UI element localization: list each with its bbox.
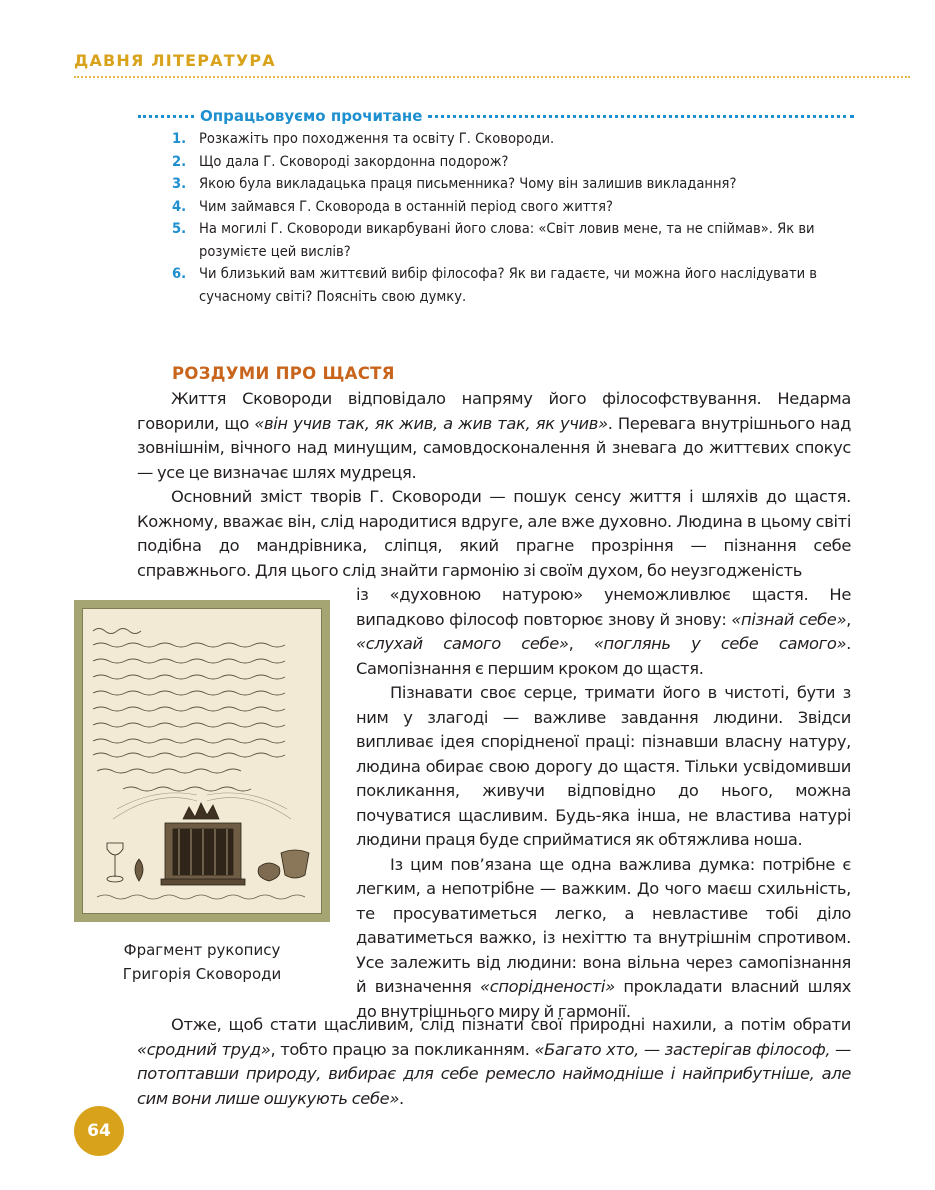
- text-run: із «духовною натурою» унеможливлює щастя. Не випадково філософ повторює знову й знову:: [356, 585, 851, 629]
- question-text: Якою була викладацька праця письменника? Чому він залишив викладання?: [199, 175, 737, 192]
- body-text-lower: [137, 1013, 851, 1111]
- manuscript-figure: [74, 600, 330, 922]
- question-text: Що дала Г. Сковороді закордонна подорож?: [199, 152, 509, 170]
- caption-line: Фрагмент рукопису: [123, 941, 281, 959]
- running-header: ДАВНЯ ЛІТЕРАТУРА: [74, 51, 276, 70]
- question-number: 4.: [172, 197, 187, 215]
- text-run: . Перевага внутрішнього над зовнішнім, вічного над минущим, самовдосконалення й зневага до життєвих спокус — усе це визначає шлях мудреця.: [137, 413, 851, 482]
- text-run: ,: [846, 609, 851, 629]
- question-item: [172, 128, 862, 151]
- manuscript-image: [82, 608, 322, 914]
- text-run: .: [399, 1088, 404, 1108]
- question-item: [172, 173, 862, 196]
- header-divider: [74, 76, 910, 78]
- text-run: Із цим пов’язана ще одна важлива думка: потрібне є легким, а непотрібне — важким. До чого маєш схильність, те просуватиметься легко, а невластиве тобі діло даватиметься важко, із нехіттю та внутрішнім спротивом. Усе залежить від людини: вона вільна через самопізнання й визначення: [356, 854, 851, 996]
- dotted-rule-left: [138, 115, 194, 118]
- text-run: прокладати власний шлях до внутрішнього миру й гармонії.: [356, 977, 851, 1021]
- figure-caption: [74, 938, 330, 986]
- paragraph-kinship: [356, 853, 851, 1025]
- body-text-column: [356, 583, 851, 1024]
- section-heading: РОЗДУМИ ПРО ЩАСТЯ: [172, 364, 395, 383]
- italic-quote: «Багато хто, — застерігав філософ, — потоптавши природу, вибирає для себе ремесло наймодніше і найприбутніше, але сим вони лише ошукують себе»: [137, 1039, 851, 1108]
- page-number: 64: [74, 1106, 124, 1156]
- question-number: 3.: [172, 175, 187, 192]
- italic-quote: «він учив так, як жив, а жив так, як учив»: [254, 413, 608, 433]
- question-item: [172, 196, 862, 219]
- caption-line: Григорія Сковороди: [122, 965, 282, 983]
- paragraph-intro: [137, 387, 851, 485]
- text-run: Отже, щоб стати щасливим, слід пізнати свої природні нахили, а потім обрати: [171, 1015, 851, 1034]
- paragraph-continuation: [356, 583, 851, 681]
- manuscript-drawing: [83, 609, 321, 913]
- italic-quote: «сродний труд»: [137, 1039, 271, 1059]
- paragraph-self-knowledge: Пізнавати своє серце, тримати його в чистоті, бути з ним у злагоді — важливе завдання людини. Звідси випливає ідея спорідненої праці: пізнавши власну натуру, людина обирає свою дорогу до щастя. Тільки усвідомивши покликання, живучи відповідно до нього, можна почуватися щасливим. Будь-яка інша, не властива натурі людини праця буде сприйматися як обтяжлива ноша.: [356, 683, 851, 849]
- question-number: 2.: [172, 152, 187, 170]
- question-item: [172, 151, 862, 174]
- dotted-rule-right: [428, 115, 854, 118]
- question-list: [172, 128, 862, 308]
- question-number: 6.: [172, 265, 187, 282]
- italic-quote: «пізнай себе»: [731, 609, 847, 629]
- question-number: 1.: [172, 130, 187, 147]
- question-item: [172, 263, 862, 308]
- question-text: На могилі Г. Сковороди викарбувані його слова: «Світ ловив мене, та не спіймав». Як ви розумієте цей вислів?: [199, 220, 815, 260]
- review-section-title: Опрацьовуємо прочитане: [200, 107, 423, 125]
- paragraph-main-content: Основний зміст творів Г. Сковороди — пошук сенсу життя і шляхів до щастя. Кожному, вважає він, слід народитися вдруге, але вже духовно. Людина в цьому світі подібна до мандрівника, сліпця, який прагне прозріння — пізнання себе справжнього. Для цього слід знайти гармонію зі своїм духом, бо неузгодженість: [137, 487, 851, 580]
- italic-quote: «слухай самого себе»: [356, 634, 569, 653]
- text-run: . Самопізнання є першим кроком до щастя.: [356, 634, 851, 678]
- question-text: Чим займався Г. Сковорода в останній період свого життя?: [199, 197, 613, 215]
- text-run: , тобто працю за покликанням.: [270, 1039, 535, 1059]
- question-text: Розкажіть про походження та освіту Г. Сковороди.: [199, 130, 555, 147]
- italic-quote: «поглянь у себе самого»: [593, 634, 847, 653]
- paragraph-conclusion: [137, 1013, 851, 1111]
- review-section-header: [138, 106, 854, 126]
- question-number: 5.: [172, 220, 187, 237]
- question-text: Чи близький вам життєвий вибір філософа? Як ви гадаєте, чи можна його наслідувати в сучасному світі? Поясніть свою думку.: [199, 265, 818, 305]
- question-item: [172, 218, 862, 263]
- text-run: Життя Сковороди відповідало напряму його філософствування. Недарма говорили, що: [137, 389, 851, 433]
- italic-quote: «спорідненості»: [480, 977, 615, 996]
- body-text-upper: [137, 387, 851, 583]
- text-run: ,: [568, 634, 594, 653]
